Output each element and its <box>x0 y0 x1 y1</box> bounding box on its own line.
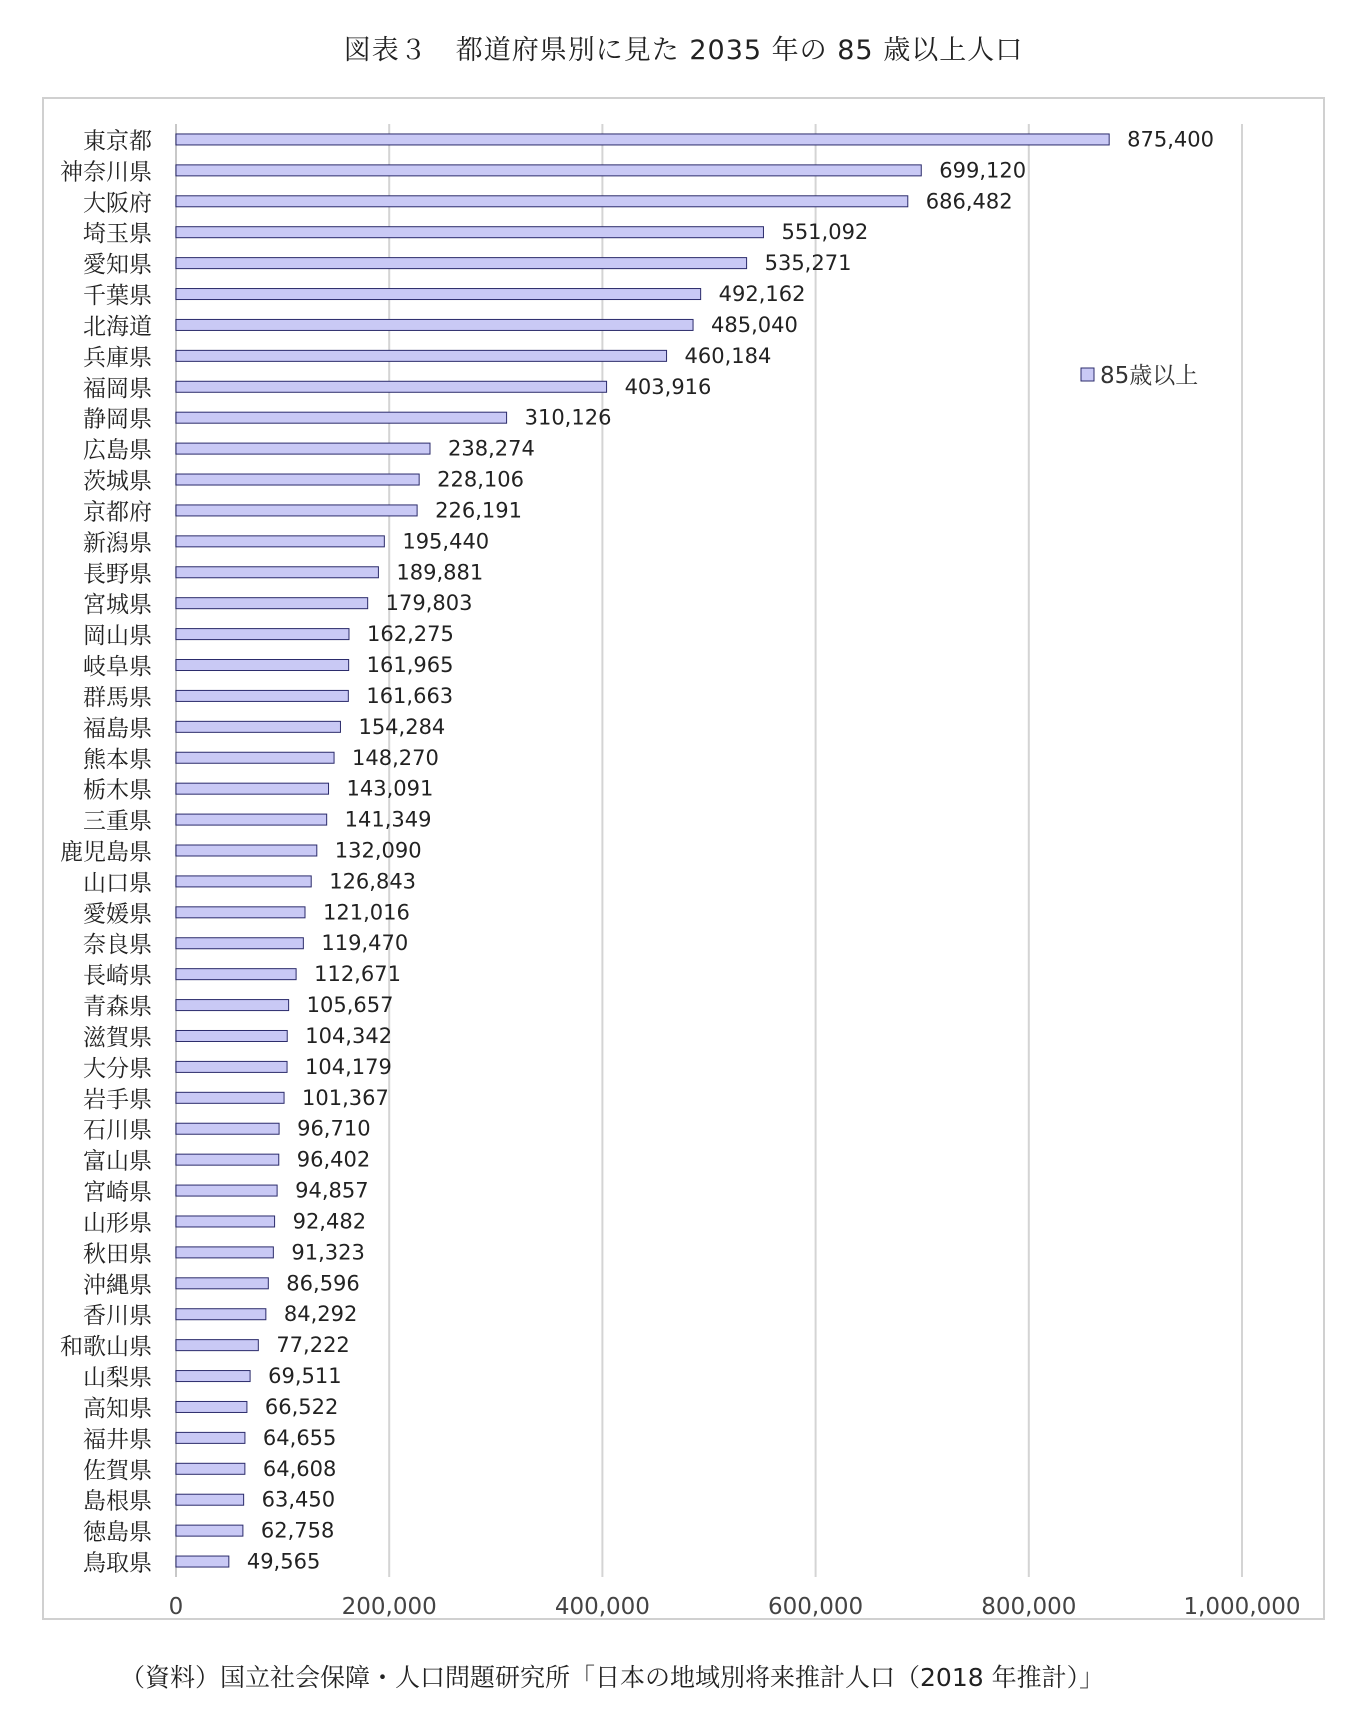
category-label: 宮城県 <box>83 592 152 619</box>
data-label: 126,843 <box>329 869 417 894</box>
bar <box>176 660 349 671</box>
category-label: 石川県 <box>83 1117 152 1144</box>
data-label: 92,482 <box>292 1209 367 1234</box>
bar <box>176 258 747 269</box>
category-label: 愛知県 <box>83 252 152 279</box>
category-label: 沖縄県 <box>83 1272 152 1299</box>
data-label: 189,881 <box>396 560 484 585</box>
bar <box>176 938 303 949</box>
data-label: 101,367 <box>302 1085 389 1110</box>
x-tick-label: 800,000 <box>981 1594 1077 1620</box>
category-label: 滋賀県 <box>83 1024 152 1051</box>
category-label: 秋田県 <box>83 1241 152 1268</box>
category-label: 千葉県 <box>83 283 152 310</box>
bar <box>176 1463 245 1474</box>
category-label: 大分県 <box>83 1055 152 1082</box>
bar <box>176 1000 289 1011</box>
category-label: 高知県 <box>83 1395 152 1422</box>
category-label: 栃木県 <box>83 777 152 804</box>
bar <box>176 752 334 763</box>
data-label: 161,965 <box>366 653 454 678</box>
category-label: 熊本県 <box>83 746 152 773</box>
category-label: 岩手県 <box>83 1086 152 1113</box>
data-label: 492,162 <box>718 282 806 307</box>
bar <box>176 783 329 794</box>
bar <box>176 412 507 423</box>
data-label: 228,106 <box>437 467 525 492</box>
category-label: 茨城県 <box>83 468 152 495</box>
data-label: 143,091 <box>346 776 434 801</box>
x-tick-label: 0 <box>168 1594 184 1620</box>
category-label: 三重県 <box>83 808 152 835</box>
category-label: 鹿児島県 <box>60 839 152 866</box>
legend-label: 85歳以上 <box>1100 363 1199 389</box>
bar <box>176 814 327 825</box>
category-label: 山形県 <box>83 1210 152 1237</box>
bar <box>176 443 430 454</box>
data-label: 875,400 <box>1127 127 1215 152</box>
bar <box>176 474 419 485</box>
data-label: 460,184 <box>684 343 772 368</box>
category-label: 徳島県 <box>83 1519 152 1546</box>
bar <box>176 134 1109 145</box>
bar <box>176 1340 258 1351</box>
category-label: 長崎県 <box>83 963 152 990</box>
bar <box>176 1556 229 1567</box>
data-label: 104,179 <box>305 1054 392 1079</box>
bar <box>176 567 378 578</box>
data-label: 119,470 <box>321 931 409 956</box>
bar <box>176 1371 250 1382</box>
bar <box>176 165 921 176</box>
category-label: 島根県 <box>83 1488 152 1515</box>
category-label: 群馬県 <box>83 684 152 711</box>
bar <box>176 1154 279 1165</box>
category-label: 北海道 <box>83 313 152 340</box>
x-tick-label: 600,000 <box>768 1594 864 1620</box>
category-label: 静岡県 <box>83 406 152 433</box>
category-label: 富山県 <box>83 1148 152 1175</box>
data-label: 86,596 <box>286 1271 360 1296</box>
category-label: 山口県 <box>83 870 152 897</box>
category-label: 岡山県 <box>83 623 152 650</box>
category-label: 東京都 <box>83 128 152 155</box>
data-label: 154,284 <box>358 714 446 739</box>
bar <box>176 1525 243 1536</box>
category-label: 神奈川県 <box>60 159 152 186</box>
category-label: 京都府 <box>83 499 152 526</box>
data-label: 238,274 <box>448 436 535 461</box>
bar <box>176 536 384 547</box>
category-label: 宮崎県 <box>83 1179 152 1206</box>
bar <box>176 629 349 640</box>
bar <box>176 289 701 300</box>
category-label: 岐阜県 <box>83 654 152 681</box>
data-label: 96,710 <box>297 1116 371 1141</box>
bar <box>176 505 417 516</box>
bar <box>176 319 693 330</box>
data-label: 94,857 <box>295 1178 369 1203</box>
data-label: 66,522 <box>264 1394 339 1419</box>
data-label: 161,663 <box>366 683 454 708</box>
source-note: （資料）国立社会保障・人口問題研究所「日本の地域別将来推計人口（2018 年推計）」 <box>120 1663 1105 1692</box>
category-label: 香川県 <box>83 1303 152 1330</box>
bar <box>176 1061 287 1072</box>
category-label: 福島県 <box>83 715 152 742</box>
category-label: 長野県 <box>83 561 152 588</box>
category-label: 福井県 <box>83 1426 152 1453</box>
category-label: 奈良県 <box>83 932 152 959</box>
bar <box>176 876 311 887</box>
data-label: 403,916 <box>624 374 712 399</box>
x-tick-label: 1,000,000 <box>1183 1594 1301 1620</box>
category-label: 新潟県 <box>83 530 152 557</box>
data-label: 96,402 <box>296 1147 371 1172</box>
data-label: 64,655 <box>262 1425 337 1450</box>
data-label: 699,120 <box>939 158 1027 183</box>
data-label: 77,222 <box>276 1333 350 1358</box>
category-label: 大阪府 <box>83 190 152 217</box>
bar <box>176 845 317 856</box>
category-label: 広島県 <box>83 437 152 464</box>
data-label: 485,040 <box>711 312 798 337</box>
category-label: 和歌山県 <box>60 1334 152 1361</box>
category-label: 愛媛県 <box>83 901 152 928</box>
bar <box>176 1030 287 1041</box>
data-label: 310,126 <box>524 405 612 430</box>
data-label: 91,323 <box>291 1240 365 1265</box>
data-label: 121,016 <box>323 900 410 925</box>
x-tick-label: 400,000 <box>554 1594 650 1620</box>
bar <box>176 690 348 701</box>
category-label: 青森県 <box>83 994 152 1021</box>
data-label: 69,511 <box>268 1364 342 1389</box>
category-label: 佐賀県 <box>83 1457 152 1484</box>
bar <box>176 1401 247 1412</box>
category-label: 福岡県 <box>83 375 152 402</box>
data-label: 195,440 <box>402 529 490 554</box>
data-label: 132,090 <box>334 838 422 863</box>
category-label: 埼玉県 <box>83 221 152 248</box>
bar <box>176 381 607 392</box>
data-label: 49,565 <box>246 1549 321 1574</box>
data-label: 104,342 <box>305 1023 393 1048</box>
data-label: 64,608 <box>262 1456 337 1481</box>
data-label: 105,657 <box>306 993 394 1018</box>
category-label: 兵庫県 <box>83 344 152 371</box>
data-label: 551,092 <box>781 220 869 245</box>
bar <box>176 1092 284 1103</box>
data-label: 179,803 <box>385 591 473 616</box>
data-label: 112,671 <box>314 962 401 987</box>
legend-swatch <box>1081 368 1094 381</box>
bar <box>176 1309 266 1320</box>
bar <box>176 227 763 238</box>
bar <box>176 598 368 609</box>
bar <box>176 1185 277 1196</box>
data-label: 162,275 <box>366 622 454 647</box>
data-label: 84,292 <box>283 1302 358 1327</box>
bar <box>176 1123 279 1134</box>
data-label: 686,482 <box>925 189 1013 214</box>
bar <box>176 1278 268 1289</box>
data-label: 63,450 <box>261 1487 336 1512</box>
bar <box>176 907 305 918</box>
bar <box>176 721 340 732</box>
bar <box>176 350 667 361</box>
chart-title: 図表３ 都道府県別に見た 2035 年の 85 歳以上人口 <box>343 35 1024 66</box>
x-tick-label: 200,000 <box>341 1594 437 1620</box>
data-label: 226,191 <box>435 498 522 523</box>
category-label: 山梨県 <box>83 1365 152 1392</box>
data-label: 62,758 <box>260 1518 335 1543</box>
category-label: 鳥取県 <box>83 1550 152 1577</box>
data-label: 148,270 <box>352 745 439 770</box>
data-label: 141,349 <box>344 807 432 832</box>
bar <box>176 1494 244 1505</box>
bar <box>176 1432 245 1443</box>
bar <box>176 1216 275 1227</box>
bar <box>176 969 296 980</box>
bar <box>176 1247 273 1258</box>
data-label: 535,271 <box>764 251 852 276</box>
bar <box>176 196 908 207</box>
